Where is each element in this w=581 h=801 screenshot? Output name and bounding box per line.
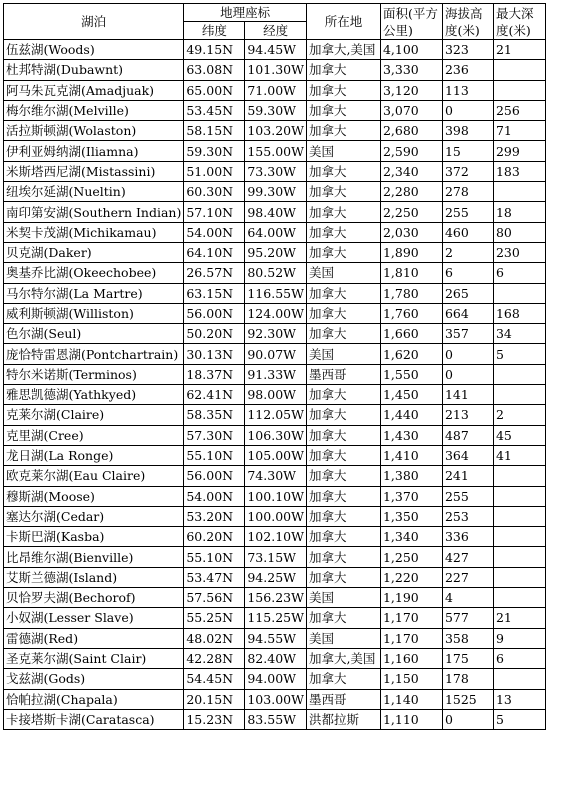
altitude-cell: 0 <box>442 709 493 729</box>
table-row <box>4 445 546 465</box>
location-cell: 加拿大 <box>306 121 380 141</box>
latitude-cell: 54.00N <box>184 486 245 506</box>
location-cell: 墨西哥 <box>306 364 380 384</box>
longitude-cell: 92.30W <box>245 324 307 344</box>
depth-cell: 6 <box>493 263 545 283</box>
location-cell: 加拿大 <box>306 527 380 547</box>
altitude-cell: 0 <box>442 344 493 364</box>
longitude-cell: 73.30W <box>245 161 307 181</box>
location-cell: 加拿大 <box>306 202 380 222</box>
longitude-cell: 105.00W <box>245 445 307 465</box>
latitude-cell: 26.57N <box>184 263 245 283</box>
lake-name-cell: 伊利亚姆纳湖(Iliamna) <box>4 141 184 161</box>
latitude-cell: 49.15N <box>184 40 245 60</box>
longitude-cell: 64.00W <box>245 222 307 242</box>
altitude-cell: 398 <box>442 121 493 141</box>
header-lat: 纬度 <box>184 22 245 40</box>
location-cell: 加拿大 <box>306 486 380 506</box>
location-cell: 加拿大 <box>306 547 380 567</box>
depth-cell <box>493 182 545 202</box>
area-cell: 1,410 <box>380 445 442 465</box>
location-cell: 加拿大,美国 <box>306 648 380 668</box>
area-cell: 1,440 <box>380 405 442 425</box>
table-row <box>4 669 546 689</box>
lake-name-cell: 雅思凯德湖(Yathkyed) <box>4 385 184 405</box>
longitude-cell: 80.52W <box>245 263 307 283</box>
table-row <box>4 344 546 364</box>
depth-cell: 299 <box>493 141 545 161</box>
depth-cell <box>493 527 545 547</box>
latitude-cell: 60.30N <box>184 182 245 202</box>
lake-name-cell: 雷德湖(Red) <box>4 628 184 648</box>
depth-cell: 256 <box>493 100 545 120</box>
latitude-cell: 20.15N <box>184 689 245 709</box>
altitude-cell: 255 <box>442 486 493 506</box>
area-cell: 1,620 <box>380 344 442 364</box>
depth-cell: 183 <box>493 161 545 181</box>
latitude-cell: 62.41N <box>184 385 245 405</box>
location-cell: 加拿大 <box>306 324 380 344</box>
latitude-cell: 57.30N <box>184 425 245 445</box>
location-cell: 加拿大 <box>306 608 380 628</box>
longitude-cell: 71.00W <box>245 80 307 100</box>
depth-cell <box>493 466 545 486</box>
table-row <box>4 527 546 547</box>
header-altitude <box>442 4 493 40</box>
lake-name-cell: 龙日湖(La Ronge) <box>4 445 184 465</box>
location-cell: 加拿大 <box>306 506 380 526</box>
latitude-cell: 63.15N <box>184 283 245 303</box>
lake-name-cell: 米斯塔西尼湖(Mistassini) <box>4 161 184 181</box>
altitude-cell: 357 <box>442 324 493 344</box>
area-cell: 1,350 <box>380 506 442 526</box>
table-row <box>4 263 546 283</box>
table-row <box>4 283 546 303</box>
location-cell: 加拿大 <box>306 385 380 405</box>
altitude-cell: 1525 <box>442 689 493 709</box>
location-cell: 加拿大 <box>306 425 380 445</box>
lake-name-cell: 阿马朱瓦克湖(Amadjuak) <box>4 80 184 100</box>
location-cell: 美国 <box>306 344 380 364</box>
longitude-cell: 59.30W <box>245 100 307 120</box>
table-row <box>4 486 546 506</box>
area-cell: 1,760 <box>380 303 442 323</box>
altitude-cell: 175 <box>442 648 493 668</box>
lake-name-cell: 塞达尔湖(Cedar) <box>4 506 184 526</box>
lake-name-cell: 克里湖(Cree) <box>4 425 184 445</box>
depth-cell <box>493 547 545 567</box>
altitude-cell: 372 <box>442 161 493 181</box>
altitude-cell: 4 <box>442 588 493 608</box>
location-cell: 加拿大 <box>306 60 380 80</box>
lake-name-cell: 戈兹湖(Gods) <box>4 669 184 689</box>
depth-cell <box>493 506 545 526</box>
longitude-cell: 106.30W <box>245 425 307 445</box>
lake-name-cell: 恰帕拉湖(Chapala) <box>4 689 184 709</box>
depth-cell: 168 <box>493 303 545 323</box>
longitude-cell: 94.45W <box>245 40 307 60</box>
area-cell: 1,380 <box>380 466 442 486</box>
latitude-cell: 42.28N <box>184 648 245 668</box>
area-cell: 2,250 <box>380 202 442 222</box>
area-cell: 1,660 <box>380 324 442 344</box>
table-body <box>4 40 546 730</box>
area-cell: 1,810 <box>380 263 442 283</box>
altitude-cell: 253 <box>442 506 493 526</box>
altitude-cell: 265 <box>442 283 493 303</box>
depth-cell <box>493 669 545 689</box>
lake-name-cell: 纽埃尔延湖(Nueltin) <box>4 182 184 202</box>
lake-name-cell: 伍兹湖(Woods) <box>4 40 184 60</box>
location-cell: 墨西哥 <box>306 689 380 709</box>
location-cell: 加拿大 <box>306 669 380 689</box>
location-cell: 美国 <box>306 141 380 161</box>
lake-name-cell: 穆斯湖(Moose) <box>4 486 184 506</box>
depth-cell <box>493 385 545 405</box>
latitude-cell: 54.00N <box>184 222 245 242</box>
table-row <box>4 648 546 668</box>
table-row <box>4 364 546 384</box>
area-cell: 1,170 <box>380 628 442 648</box>
table-row <box>4 466 546 486</box>
lake-name-cell: 色尔湖(Seul) <box>4 324 184 344</box>
altitude-cell: 6 <box>442 263 493 283</box>
altitude-cell: 178 <box>442 669 493 689</box>
longitude-cell: 101.30W <box>245 60 307 80</box>
lake-name-cell: 南印第安湖(Southern Indian) <box>4 202 184 222</box>
lake-name-cell: 米契卡茂湖(Michikamau) <box>4 222 184 242</box>
location-cell: 美国 <box>306 628 380 648</box>
longitude-cell: 155.00W <box>245 141 307 161</box>
location-cell: 洪都拉斯 <box>306 709 380 729</box>
header-coords: 地理座标 <box>184 4 307 22</box>
longitude-cell: 116.55W <box>245 283 307 303</box>
table-row <box>4 161 546 181</box>
longitude-cell: 103.20W <box>245 121 307 141</box>
lake-table <box>3 3 546 730</box>
latitude-cell: 30.13N <box>184 344 245 364</box>
area-cell: 4,100 <box>380 40 442 60</box>
altitude-cell: 664 <box>442 303 493 323</box>
area-cell: 2,030 <box>380 222 442 242</box>
latitude-cell: 56.00N <box>184 466 245 486</box>
area-cell: 3,330 <box>380 60 442 80</box>
table-row <box>4 100 546 120</box>
depth-cell: 21 <box>493 40 545 60</box>
header-altitude-text: 海拔高度(米) <box>444 5 483 38</box>
table-row <box>4 121 546 141</box>
location-cell: 加拿大 <box>306 283 380 303</box>
latitude-cell: 60.20N <box>184 527 245 547</box>
table-row <box>4 567 546 587</box>
table-row <box>4 425 546 445</box>
area-cell: 1,140 <box>380 689 442 709</box>
lake-name-cell: 梅尔维尔湖(Melville) <box>4 100 184 120</box>
lake-name-cell: 威利斯顿湖(Williston) <box>4 303 184 323</box>
latitude-cell: 48.02N <box>184 628 245 648</box>
altitude-cell: 364 <box>442 445 493 465</box>
depth-cell: 9 <box>493 628 545 648</box>
depth-cell: 21 <box>493 608 545 628</box>
location-cell: 加拿大 <box>306 445 380 465</box>
altitude-cell: 427 <box>442 547 493 567</box>
altitude-cell: 278 <box>442 182 493 202</box>
lake-name-cell: 艾斯兰德湖(Island) <box>4 567 184 587</box>
latitude-cell: 54.45N <box>184 669 245 689</box>
longitude-cell: 94.25W <box>245 567 307 587</box>
lake-name-cell: 克莱尔湖(Claire) <box>4 405 184 425</box>
latitude-cell: 55.25N <box>184 608 245 628</box>
altitude-cell: 227 <box>442 567 493 587</box>
longitude-cell: 90.07W <box>245 344 307 364</box>
table-row <box>4 222 546 242</box>
area-cell: 1,450 <box>380 385 442 405</box>
altitude-cell: 236 <box>442 60 493 80</box>
table-row <box>4 608 546 628</box>
depth-cell: 5 <box>493 709 545 729</box>
table-row <box>4 141 546 161</box>
header-row <box>4 4 546 22</box>
area-cell: 1,370 <box>380 486 442 506</box>
longitude-cell: 95.20W <box>245 242 307 262</box>
latitude-cell: 51.00N <box>184 161 245 181</box>
latitude-cell: 53.20N <box>184 506 245 526</box>
depth-cell: 2 <box>493 405 545 425</box>
area-cell: 2,340 <box>380 161 442 181</box>
latitude-cell: 55.10N <box>184 445 245 465</box>
altitude-cell: 358 <box>442 628 493 648</box>
depth-cell: 41 <box>493 445 545 465</box>
location-cell: 美国 <box>306 263 380 283</box>
location-cell: 加拿大 <box>306 222 380 242</box>
longitude-cell: 100.00W <box>245 506 307 526</box>
altitude-cell: 0 <box>442 100 493 120</box>
lake-name-cell: 小奴湖(Lesser Slave) <box>4 608 184 628</box>
table-row <box>4 40 546 60</box>
lake-table-container <box>3 3 546 730</box>
area-cell: 1,430 <box>380 425 442 445</box>
table-row <box>4 242 546 262</box>
lake-name-cell: 庞恰特雷恩湖(Pontchartrain) <box>4 344 184 364</box>
table-row <box>4 405 546 425</box>
area-cell: 1,550 <box>380 364 442 384</box>
table-row <box>4 60 546 80</box>
altitude-cell: 336 <box>442 527 493 547</box>
depth-cell <box>493 364 545 384</box>
depth-cell: 45 <box>493 425 545 445</box>
header-depth <box>493 4 545 40</box>
area-cell: 1,150 <box>380 669 442 689</box>
depth-cell: 5 <box>493 344 545 364</box>
table-row <box>4 202 546 222</box>
longitude-cell: 91.33W <box>245 364 307 384</box>
longitude-cell: 103.00W <box>245 689 307 709</box>
altitude-cell: 323 <box>442 40 493 60</box>
location-cell: 加拿大 <box>306 80 380 100</box>
depth-cell: 34 <box>493 324 545 344</box>
longitude-cell: 98.40W <box>245 202 307 222</box>
latitude-cell: 64.10N <box>184 242 245 262</box>
longitude-cell: 100.10W <box>245 486 307 506</box>
longitude-cell: 74.30W <box>245 466 307 486</box>
header-area <box>380 4 442 40</box>
lake-name-cell: 卡斯巴湖(Kasba) <box>4 527 184 547</box>
table-row <box>4 303 546 323</box>
longitude-cell: 94.55W <box>245 628 307 648</box>
latitude-cell: 57.56N <box>184 588 245 608</box>
table-row <box>4 709 546 729</box>
depth-cell <box>493 80 545 100</box>
longitude-cell: 99.30W <box>245 182 307 202</box>
location-cell: 加拿大 <box>306 303 380 323</box>
area-cell: 3,120 <box>380 80 442 100</box>
latitude-cell: 53.47N <box>184 567 245 587</box>
lake-name-cell: 杜邦特湖(Dubawnt) <box>4 60 184 80</box>
depth-cell: 71 <box>493 121 545 141</box>
area-cell: 1,220 <box>380 567 442 587</box>
latitude-cell: 58.35N <box>184 405 245 425</box>
lake-name-cell: 贝恰罗夫湖(Bechorof) <box>4 588 184 608</box>
location-cell: 加拿大 <box>306 567 380 587</box>
lake-name-cell: 比昂维尔湖(Bienville) <box>4 547 184 567</box>
altitude-cell: 577 <box>442 608 493 628</box>
depth-cell <box>493 567 545 587</box>
longitude-cell: 112.05W <box>245 405 307 425</box>
depth-cell: 13 <box>493 689 545 709</box>
lake-name-cell: 奥基乔比湖(Okeechobee) <box>4 263 184 283</box>
header-location: 所在地 <box>306 4 380 40</box>
latitude-cell: 58.15N <box>184 121 245 141</box>
header-lake: 湖泊 <box>4 4 184 40</box>
area-cell: 1,160 <box>380 648 442 668</box>
longitude-cell: 94.00W <box>245 669 307 689</box>
depth-cell <box>493 283 545 303</box>
depth-cell <box>493 60 545 80</box>
altitude-cell: 113 <box>442 80 493 100</box>
area-cell: 1,340 <box>380 527 442 547</box>
longitude-cell: 82.40W <box>245 648 307 668</box>
latitude-cell: 65.00N <box>184 80 245 100</box>
area-cell: 1,890 <box>380 242 442 262</box>
area-cell: 1,170 <box>380 608 442 628</box>
table-row <box>4 689 546 709</box>
depth-cell: 18 <box>493 202 545 222</box>
area-cell: 2,680 <box>380 121 442 141</box>
longitude-cell: 102.10W <box>245 527 307 547</box>
lake-name-cell: 特尔米诺斯(Terminos) <box>4 364 184 384</box>
lake-name-cell: 欧克莱尔湖(Eau Claire) <box>4 466 184 486</box>
lake-name-cell: 卡接塔斯卡湖(Caratasca) <box>4 709 184 729</box>
header-lon: 经度 <box>245 22 307 40</box>
lake-name-cell: 活拉斯顿湖(Wolaston) <box>4 121 184 141</box>
table-row <box>4 506 546 526</box>
latitude-cell: 53.45N <box>184 100 245 120</box>
lake-name-cell: 贝克湖(Daker) <box>4 242 184 262</box>
latitude-cell: 50.20N <box>184 324 245 344</box>
header-depth-text: 最大深度(米) <box>495 5 534 38</box>
latitude-cell: 18.37N <box>184 364 245 384</box>
longitude-cell: 98.00W <box>245 385 307 405</box>
area-cell: 1,190 <box>380 588 442 608</box>
table-row <box>4 628 546 648</box>
longitude-cell: 83.55W <box>245 709 307 729</box>
lake-name-cell: 圣克莱尔湖(Saint Clair) <box>4 648 184 668</box>
location-cell: 加拿大 <box>306 161 380 181</box>
altitude-cell: 460 <box>442 222 493 242</box>
latitude-cell: 59.30N <box>184 141 245 161</box>
depth-cell <box>493 588 545 608</box>
location-cell: 加拿大 <box>306 182 380 202</box>
area-cell: 1,250 <box>380 547 442 567</box>
longitude-cell: 124.00W <box>245 303 307 323</box>
table-row <box>4 547 546 567</box>
location-cell: 加拿大 <box>306 242 380 262</box>
depth-cell <box>493 486 545 506</box>
location-cell: 美国 <box>306 588 380 608</box>
latitude-cell: 55.10N <box>184 547 245 567</box>
table-row <box>4 385 546 405</box>
table-row <box>4 324 546 344</box>
altitude-cell: 141 <box>442 385 493 405</box>
latitude-cell: 56.00N <box>184 303 245 323</box>
altitude-cell: 2 <box>442 242 493 262</box>
longitude-cell: 73.15W <box>245 547 307 567</box>
altitude-cell: 487 <box>442 425 493 445</box>
longitude-cell: 156.23W <box>245 588 307 608</box>
table-row <box>4 588 546 608</box>
altitude-cell: 241 <box>442 466 493 486</box>
depth-cell: 6 <box>493 648 545 668</box>
area-cell: 1,110 <box>380 709 442 729</box>
latitude-cell: 63.08N <box>184 60 245 80</box>
table-header <box>4 4 546 40</box>
latitude-cell: 57.10N <box>184 202 245 222</box>
table-row <box>4 80 546 100</box>
longitude-cell: 115.25W <box>245 608 307 628</box>
location-cell: 加拿大,美国 <box>306 40 380 60</box>
header-area-text: 面积(平方公里) <box>382 5 438 38</box>
location-cell: 加拿大 <box>306 405 380 425</box>
area-cell: 3,070 <box>380 100 442 120</box>
altitude-cell: 213 <box>442 405 493 425</box>
depth-cell: 230 <box>493 242 545 262</box>
lake-name-cell: 马尔特尔湖(La Martre) <box>4 283 184 303</box>
altitude-cell: 15 <box>442 141 493 161</box>
table-row <box>4 182 546 202</box>
area-cell: 2,280 <box>380 182 442 202</box>
location-cell: 加拿大 <box>306 466 380 486</box>
location-cell: 加拿大 <box>306 100 380 120</box>
altitude-cell: 255 <box>442 202 493 222</box>
area-cell: 2,590 <box>380 141 442 161</box>
latitude-cell: 15.23N <box>184 709 245 729</box>
altitude-cell: 0 <box>442 364 493 384</box>
area-cell: 1,780 <box>380 283 442 303</box>
depth-cell: 80 <box>493 222 545 242</box>
